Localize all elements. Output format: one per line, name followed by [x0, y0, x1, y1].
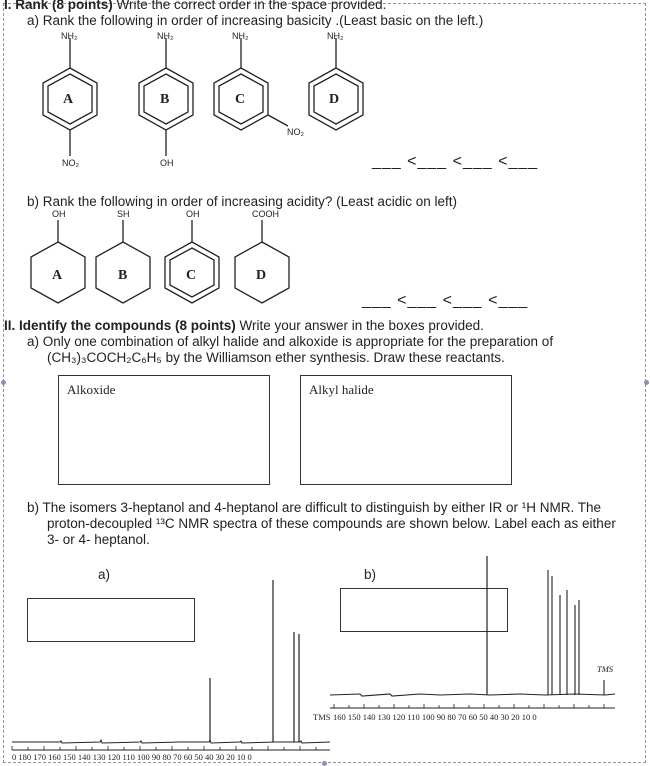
section2-partb-line1: b) The isomers 3-heptanol and 4-heptanol are difficult to distinguish by either IR or ¹H NMR. The: [27, 500, 602, 515]
sh-label: SH: [117, 209, 130, 219]
tms-peak-label: TMS: [597, 664, 614, 674]
spectrum-b-axis: 160 150 140 130 120 110 100 90 80 70 60 50 40 30 20 10 0: [333, 712, 537, 722]
margin-dot: [644, 380, 649, 385]
spectrum-b-label: b): [364, 567, 377, 582]
no2-label: NO₂: [287, 127, 304, 137]
oh-label: OH: [160, 158, 174, 168]
section2-heading: II. Identify the compounds (8 points) Write your answer in the boxes provided.: [4, 318, 484, 333]
molecule-d-label: D: [256, 268, 267, 283]
cooh-label: COOH: [252, 209, 279, 219]
alkyl-halide-label: Alkyl halide: [309, 382, 374, 397]
spectrum-b-axis-tms: TMS: [313, 712, 331, 722]
oh-label: OH: [52, 209, 66, 219]
oh-label: OH: [186, 209, 200, 219]
section2-parta-line1: a) Only one combination of alkyl halide and alkoxide is appropriate for the preparation of: [27, 334, 554, 349]
molecule-d-label: D: [329, 92, 340, 107]
nh2-label: NH₂: [327, 31, 344, 41]
molecule-a-label: A: [63, 92, 74, 107]
spectrum-a-label: a): [98, 567, 111, 582]
section2-partb-line3: 3- or 4- heptanol.: [47, 532, 150, 547]
nmr-spectrum-b: [0, 550, 650, 730]
alkoxide-answer-box[interactable]: [58, 375, 270, 485]
molecule-c-label: C: [235, 92, 246, 107]
alkyl-halide-answer-box[interactable]: [300, 375, 512, 485]
alkoxide-label: Alkoxide: [67, 382, 116, 397]
no2-label: NO₂: [62, 158, 79, 168]
molecule-b-label: B: [160, 92, 170, 107]
spectrum-a-axis: 0 180 170 160 150 140 130 120 110 100 90 80 70 60 50 40 30 20 10 0: [12, 752, 252, 762]
acidity-molecules: [0, 212, 650, 312]
basicity-ranking-blanks[interactable]: ___ <___ <___ <___: [372, 153, 539, 170]
section2-parta-line2: (CH₃)₃COCH₂C₆H₅ by the Williamson ether synthesis. Draw these reactants.: [47, 350, 505, 365]
section2-partb-line2: proton-decoupled ¹³C NMR spectra of these compounds are shown below. Label each as either: [47, 516, 616, 531]
basicity-molecules: [0, 28, 650, 178]
nh2-label: NH₂: [232, 31, 249, 41]
nh2-label: NH₂: [61, 31, 78, 41]
section1-heading: I. Rank (8 points) Write the correct order in the space provided.: [4, 0, 387, 12]
molecule-a-label: A: [52, 268, 63, 283]
acidity-ranking-blanks[interactable]: ___ <___ <___ <___: [362, 292, 529, 309]
margin-dot: [1, 380, 6, 385]
section1-parta-prompt: a) Rank the following in order of increasing basicity .(Least basic on the left.): [27, 13, 484, 28]
section1-partb-prompt: b) Rank the following in order of increasing acidity? (Least acidic on left): [27, 194, 457, 209]
nh2-label: NH₂: [157, 31, 174, 41]
molecule-c-label: C: [186, 268, 197, 283]
molecule-b-label: B: [118, 268, 128, 283]
